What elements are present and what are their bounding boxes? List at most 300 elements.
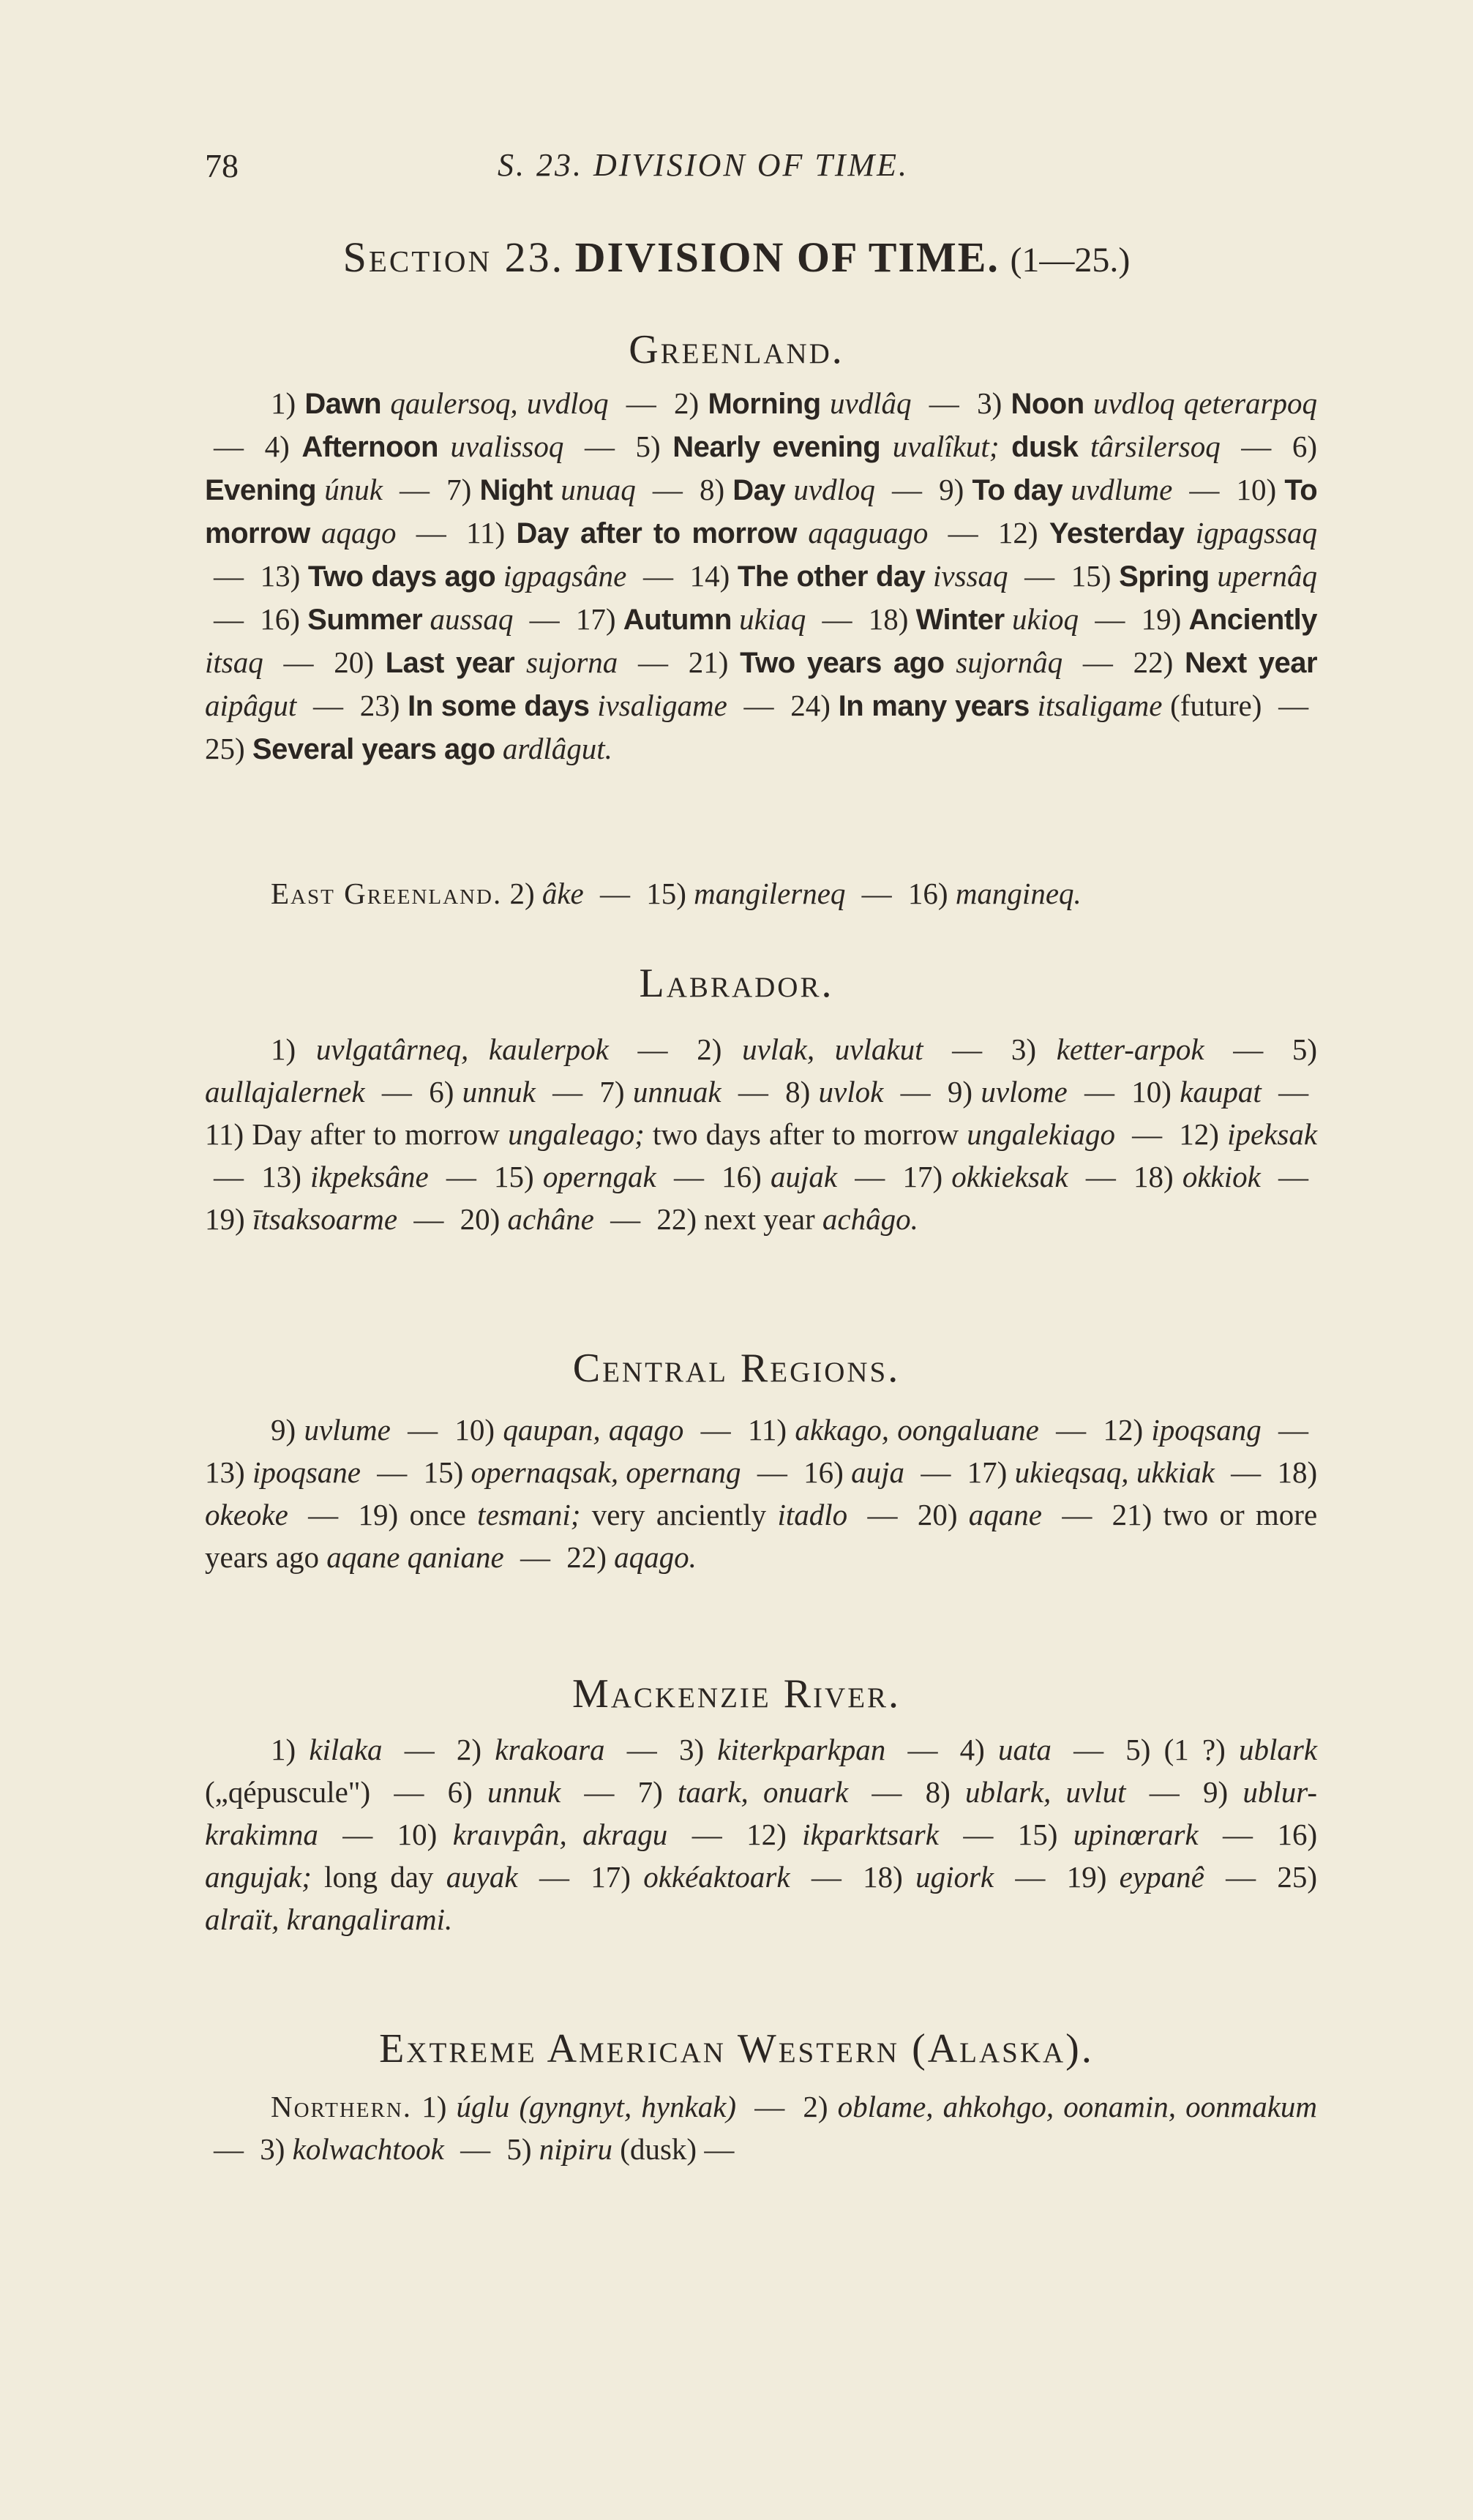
entry-number: 3) — [678, 1733, 705, 1766]
entry-term: Evening — [205, 474, 317, 506]
entry-number: 9) — [939, 473, 964, 506]
entry-gloss: two days after to morrow — [653, 1117, 959, 1151]
entry — [689, 645, 1062, 679]
entry — [205, 1117, 1115, 1151]
entry-number: 16) — [260, 602, 300, 636]
entry-number: 18) — [1133, 1160, 1174, 1193]
separator-dash: — — [738, 1075, 768, 1109]
entry-dash: — — [704, 2132, 735, 2166]
entry-gloss: long day — [324, 1860, 434, 1894]
entry-native: ītsaksoarme — [252, 1202, 398, 1236]
entry — [690, 559, 1008, 593]
entry-number: 20) — [460, 1202, 501, 1236]
separator-dash: — — [584, 1775, 615, 1809]
separator-dash: — — [1132, 1117, 1163, 1151]
entry-term: In some days — [408, 690, 590, 722]
entry — [998, 516, 1317, 550]
entry-term: Anciently — [1188, 604, 1318, 636]
separator-dash: — — [652, 473, 683, 506]
entry-native: ugiork — [915, 1860, 994, 1894]
entry-number: 12) — [1103, 1413, 1144, 1447]
central-regions-heading: Central Regions. — [572, 1346, 901, 1391]
entry-number: 8) — [785, 1075, 811, 1109]
separator-dash: — — [1278, 1413, 1309, 1447]
entry-native: ipoqsang — [1151, 1413, 1262, 1447]
separator-dash: — — [952, 1032, 983, 1066]
entry-number: 13) — [260, 559, 301, 593]
entry-native: ungaleago; — [508, 1117, 645, 1151]
entry-native: ukiaq — [739, 602, 806, 636]
separator-dash: — — [626, 386, 656, 420]
entry-native: aqane qaniane — [326, 1540, 504, 1574]
separator-dash: — — [413, 1202, 444, 1236]
entry — [902, 1160, 1068, 1193]
separator-dash: — — [552, 1075, 583, 1109]
entry-number: 12) — [1179, 1117, 1219, 1151]
entry-term: dusk — [1011, 431, 1079, 463]
entry — [1011, 1032, 1204, 1066]
central-regions-entries — [205, 1409, 1317, 1578]
entry-native: okkéaktoark — [643, 1860, 790, 1894]
separator-dash: — — [408, 1413, 438, 1447]
separator-dash: — — [1278, 1075, 1309, 1109]
entry — [1133, 1160, 1261, 1193]
entry-term: Noon — [1011, 388, 1084, 420]
entry-native: âke — [541, 877, 584, 910]
entry-term: Spring — [1119, 560, 1210, 593]
entry-native: unuaq — [561, 473, 636, 506]
separator-dash: — — [342, 1818, 373, 1851]
entry-note: (future) — [1170, 689, 1262, 722]
entry — [790, 689, 1262, 722]
separator-dash: — — [1241, 430, 1272, 463]
entry-native: ipeksak — [1227, 1117, 1318, 1151]
entry-number: 17) — [591, 1860, 631, 1894]
entry-native: ardlâgut. — [502, 732, 612, 765]
entry-native: nipiru — [539, 2132, 613, 2166]
entry-number: 22) — [566, 1540, 607, 1574]
entry-native: opernaqsak, opernang — [471, 1455, 741, 1489]
labrador-entries — [205, 1028, 1317, 1240]
entry — [967, 1455, 1215, 1489]
separator-dash: — — [637, 1032, 668, 1066]
entry-native: kolwachtook — [292, 2132, 444, 2166]
entry-native: ungalekiago — [967, 1117, 1115, 1151]
entry — [636, 430, 1221, 463]
entry — [271, 1032, 609, 1066]
entry-number: 22) — [1133, 645, 1174, 679]
entry-number: 2) — [509, 877, 535, 910]
separator-dash: — — [929, 386, 959, 420]
separator-dash: — — [867, 1498, 898, 1531]
section-heading — [0, 233, 1473, 282]
entry-number: 11) — [205, 1117, 244, 1151]
entry — [506, 2132, 734, 2166]
entry-term: Summer — [307, 604, 423, 636]
entry — [424, 1455, 741, 1489]
entry-native: uvdloq — [793, 473, 875, 506]
entry-gloss: Day after to morrow — [252, 1117, 500, 1151]
entry-term: Nearly evening — [672, 431, 881, 463]
entry-native: ikpeksâne — [310, 1160, 429, 1193]
entry — [679, 1733, 885, 1766]
entry-number: 19) — [205, 1202, 245, 1236]
entry-native: eypanê — [1119, 1860, 1204, 1894]
separator-dash: — — [313, 689, 344, 722]
entry — [446, 473, 636, 506]
entry-number: 10) — [1236, 473, 1277, 506]
entry-number: 17) — [902, 1160, 943, 1193]
entry-native: aqane — [968, 1498, 1042, 1531]
entry-number: 9) — [1202, 1775, 1229, 1809]
entry-number: 16) — [803, 1455, 844, 1489]
entry-number: 20) — [917, 1498, 958, 1531]
entry — [360, 689, 727, 722]
separator-dash: — — [1231, 1455, 1262, 1489]
entry — [656, 1202, 918, 1236]
entry-gloss: very anciently — [591, 1498, 767, 1531]
entry-native: itsaligame — [1037, 689, 1163, 722]
entry-number: 13) — [261, 1160, 301, 1193]
separator-dash: — — [283, 645, 314, 679]
entry — [1018, 1818, 1199, 1851]
entry-number: 5) — [635, 430, 661, 463]
separator-dash: — — [948, 516, 978, 550]
entry-native: uvlume — [304, 1413, 391, 1447]
entry — [785, 1075, 883, 1109]
section-range: (1—25.) — [1010, 241, 1131, 280]
entry — [460, 1202, 594, 1236]
entry-native: igpagsâne — [503, 559, 627, 593]
separator-dash: — — [673, 1160, 704, 1193]
entry-native: târsilersoq — [1090, 430, 1221, 463]
entry-number: 21) — [1112, 1498, 1152, 1531]
separator-dash: — — [638, 645, 669, 679]
separator-dash: — — [404, 1733, 435, 1766]
entry — [1071, 559, 1317, 593]
entry-term: Several years ago — [252, 733, 495, 765]
entry-native: ublark — [1238, 1733, 1318, 1766]
separator-dash: — — [811, 1860, 842, 1894]
separator-dash: — — [921, 1455, 951, 1489]
entry — [591, 1860, 790, 1894]
entry — [918, 1498, 1042, 1531]
separator-dash: — — [1062, 1498, 1092, 1531]
entry-note: („qépuscule") — [205, 1775, 371, 1809]
section-title: DIVISION OF TIME. — [574, 233, 1000, 281]
entry-term: Last year — [385, 647, 515, 679]
entry — [271, 1733, 383, 1766]
entry-number: 15) — [646, 877, 686, 910]
entry-native: unnuak — [632, 1075, 721, 1109]
entry-native: uvlgatârneq, kaulerpok — [315, 1032, 609, 1066]
separator-dash: — — [394, 1775, 424, 1809]
entry-native: aqaguago — [808, 516, 929, 550]
entry-native-variant: (gyngnyt, hynkak) — [519, 2090, 737, 2123]
entry-native: aullajalernek — [205, 1075, 365, 1109]
separator-dash: — — [584, 430, 615, 463]
entry-native: operngak — [542, 1160, 656, 1193]
entry-native: kiterkparkpan — [717, 1733, 886, 1766]
entry-number: 16) — [721, 1160, 762, 1193]
entry — [334, 645, 618, 679]
east-greenland-entries — [205, 872, 1317, 915]
separator-dash: — — [520, 1540, 550, 1574]
separator-dash: — — [963, 1818, 994, 1851]
entry-term: In many years — [838, 690, 1030, 722]
section-prefix: Section 23. — [342, 233, 565, 281]
separator-dash: — — [855, 1160, 885, 1193]
entry-native: uvlok — [818, 1075, 884, 1109]
entry — [869, 602, 1079, 636]
entry — [1179, 1117, 1317, 1151]
entry-number: 19) — [1066, 1860, 1107, 1894]
entry-number: 12) — [997, 516, 1038, 550]
entry-native: achâgo. — [822, 1202, 918, 1236]
entry-native: oblame, ahkohgo, oonamin, oonmakum — [837, 2090, 1318, 2123]
entry-term: Morning — [708, 388, 821, 420]
separator-dash: — — [529, 602, 560, 636]
entry-number: 1) — [271, 1733, 296, 1766]
entry — [803, 1455, 904, 1489]
entry-native: qaupan, aqago — [503, 1413, 684, 1447]
entry-native: ipoqsane — [252, 1455, 361, 1489]
running-head — [205, 146, 1317, 190]
entry-native: uata — [997, 1733, 1052, 1766]
separator-dash: — — [642, 559, 673, 593]
entry — [271, 1413, 391, 1447]
separator-dash: — — [1084, 1075, 1115, 1109]
entry — [566, 1540, 697, 1574]
entry-number: 17) — [967, 1455, 1008, 1489]
entry-native: okeoke — [205, 1498, 288, 1531]
separator-dash: — — [1095, 602, 1125, 636]
entry-native: uvlak, uvlakut — [742, 1032, 923, 1066]
separator-dash: — — [214, 1160, 244, 1193]
separator-dash: — — [757, 1455, 787, 1489]
entry — [205, 732, 612, 765]
entry — [429, 1075, 536, 1109]
entry-native: ivssaq — [933, 559, 1008, 593]
entry — [1103, 1413, 1261, 1447]
entry — [466, 516, 928, 550]
entry-number: 7) — [599, 1075, 625, 1109]
entry-number: 1) — [271, 1032, 296, 1066]
entry-term: Autumn — [623, 604, 732, 636]
entry — [261, 1160, 428, 1193]
separator-dash: — — [446, 1160, 476, 1193]
entry-native: aqago. — [614, 1540, 697, 1574]
entry-native: mangineq. — [955, 877, 1082, 910]
separator-dash: — — [1233, 1032, 1264, 1066]
separator-dash: — — [1149, 1775, 1180, 1809]
separator-dash: — — [1223, 1818, 1253, 1851]
entry-native: sujorna — [526, 645, 618, 679]
entry-native: alraït, krangalirami. — [205, 1902, 453, 1936]
separator-dash: — — [1024, 559, 1055, 593]
entry — [674, 386, 912, 420]
entry-number: 21) — [688, 645, 729, 679]
entry-native: únuk — [324, 473, 383, 506]
entry-native: kilaka — [309, 1733, 383, 1766]
entry — [261, 559, 627, 593]
entry-number: 15) — [423, 1455, 464, 1489]
entry-number: 25) — [205, 732, 245, 765]
entry — [260, 2132, 444, 2166]
separator-dash: — — [416, 516, 446, 550]
separator-dash: — — [539, 1860, 569, 1894]
separator-dash: — — [907, 1733, 938, 1766]
separator-dash: — — [1189, 473, 1220, 506]
page-number: 78 — [205, 147, 239, 184]
entry-native: kraıvpân, akragu — [452, 1818, 668, 1851]
entry — [576, 602, 806, 636]
entry-number: 6) — [1292, 430, 1318, 463]
entry-native: aipâgut — [205, 689, 297, 722]
entry — [977, 386, 1317, 420]
entry-term: Two days ago — [307, 560, 496, 593]
labrador-heading: Labrador. — [639, 961, 834, 1006]
entry-native: unnuk — [487, 1775, 561, 1809]
entry-term: Yesterday — [1049, 517, 1185, 550]
entry-number: 9) — [947, 1075, 973, 1109]
entry — [1131, 1075, 1262, 1109]
entry-number: 3) — [260, 2132, 285, 2166]
running-title: S. 23. DIVISION OF TIME. — [498, 147, 910, 183]
separator-dash: — — [377, 1455, 408, 1489]
entry-number: 13) — [205, 1455, 245, 1489]
entry — [700, 473, 875, 506]
entry-native: aujak — [770, 1160, 838, 1193]
entry-number: 8) — [925, 1775, 951, 1809]
entry-native: unnuk — [462, 1075, 536, 1109]
entry-native: itsaq — [205, 645, 263, 679]
entry — [721, 1160, 837, 1193]
separator-dash: — — [1085, 1160, 1116, 1193]
entry-number: 11) — [747, 1413, 787, 1447]
entry-term: The other day — [737, 560, 926, 593]
entry-native: okkiok — [1182, 1160, 1261, 1193]
entry-native: ukieqsaq, ukkiak — [1014, 1455, 1215, 1489]
separator-dash: — — [822, 602, 852, 636]
entry-native: qaulersoq, uvdloq — [390, 386, 609, 420]
entry-native: auja — [851, 1455, 905, 1489]
entry-native: mangilerneq — [694, 877, 846, 910]
entry-number: 22) — [656, 1202, 697, 1236]
entry — [448, 1775, 561, 1809]
entry — [697, 1032, 923, 1066]
entry-native: akkago, oongaluane — [795, 1413, 1039, 1447]
entry — [746, 1818, 939, 1851]
entry-native: krakoara — [495, 1733, 605, 1766]
separator-dash: — — [754, 2090, 785, 2123]
entry-number: 18) — [868, 602, 909, 636]
separator-dash: — — [460, 2132, 491, 2166]
entry-number: 1) — [271, 386, 296, 420]
entry-native: uvalîkut; — [892, 430, 1000, 463]
entry — [358, 1498, 847, 1531]
entry-number: 2) — [803, 2090, 828, 2123]
entry-term: To morrow — [205, 474, 1318, 550]
entry-number: 5) — [506, 2132, 532, 2166]
separator-dash: — — [900, 1075, 931, 1109]
entry-number: 11) — [466, 516, 506, 550]
entry — [205, 1455, 361, 1489]
entry-number: 3) — [1011, 1032, 1037, 1066]
entry-term: Winter — [915, 604, 1005, 636]
entry-native: angujak; — [205, 1860, 312, 1894]
entry-native: uvdlume — [1071, 473, 1173, 506]
entry-term: To day — [972, 474, 1063, 506]
entry-number: 10) — [1131, 1075, 1172, 1109]
entry — [638, 1775, 849, 1809]
entry-term: Two years ago — [740, 647, 945, 679]
mackenzie-heading: Mackenzie River. — [571, 1671, 902, 1717]
entry — [494, 1160, 656, 1193]
separator-dash: — — [600, 877, 631, 910]
entry-native: okkieksak — [951, 1160, 1068, 1193]
entry-number: 24) — [790, 689, 831, 722]
entry-number: 17) — [575, 602, 616, 636]
entry-number: 5) (1 ?) — [1125, 1733, 1226, 1766]
entry-number: 16) — [907, 877, 948, 910]
mackenzie-entries — [205, 1728, 1317, 1940]
separator-dash: — — [381, 1075, 412, 1109]
entry-number: 19) — [1141, 602, 1182, 636]
entry-number: 2) — [456, 1733, 482, 1766]
entry-number: 10) — [454, 1413, 495, 1447]
entry-native: upinœrark — [1073, 1818, 1199, 1851]
entry-number: 1) — [421, 2090, 447, 2123]
entry-native: auyak — [446, 1860, 518, 1894]
entry-gloss: next year — [704, 1202, 815, 1236]
entry-number: 2) — [697, 1032, 722, 1066]
greenland-heading: Greenland. — [629, 327, 844, 372]
entry — [205, 1202, 397, 1236]
entry-number: 15) — [1017, 1818, 1058, 1851]
entry — [748, 1413, 1039, 1447]
entry — [397, 1818, 668, 1851]
entry-number: 19) — [358, 1498, 399, 1531]
entry — [260, 602, 513, 636]
entry — [948, 1075, 1068, 1109]
entry-native: uvdloq qeterarpoq — [1092, 386, 1317, 420]
entry — [421, 2090, 736, 2123]
entry-number: 4) — [959, 1733, 985, 1766]
separator-dash: — — [610, 1202, 641, 1236]
entry-native: ikparktsark — [802, 1818, 939, 1851]
entry-native: sujornâq — [956, 645, 1063, 679]
separator-dash: — — [872, 1775, 902, 1809]
entry — [803, 2090, 1317, 2123]
separator-dash: — — [691, 1818, 722, 1851]
entry-native: ublark, uvlut — [965, 1775, 1126, 1809]
entry-number: 23) — [359, 689, 400, 722]
entry-native: ketter-arpok — [1056, 1032, 1204, 1066]
separator-dash: — — [1278, 1160, 1309, 1193]
separator-dash: — — [1073, 1733, 1104, 1766]
entry-term: Afternoon — [301, 431, 438, 463]
alaska-entries — [205, 2085, 1317, 2170]
entry-native: taark, onuark — [678, 1775, 849, 1809]
entry-number: 3) — [977, 386, 1002, 420]
entry — [599, 1075, 721, 1109]
entry-number: 18) — [863, 1860, 903, 1894]
entry-number: 15) — [1071, 559, 1112, 593]
entry-native: igpagssaq — [1195, 516, 1317, 550]
entry — [863, 1860, 994, 1894]
entry — [271, 386, 608, 420]
